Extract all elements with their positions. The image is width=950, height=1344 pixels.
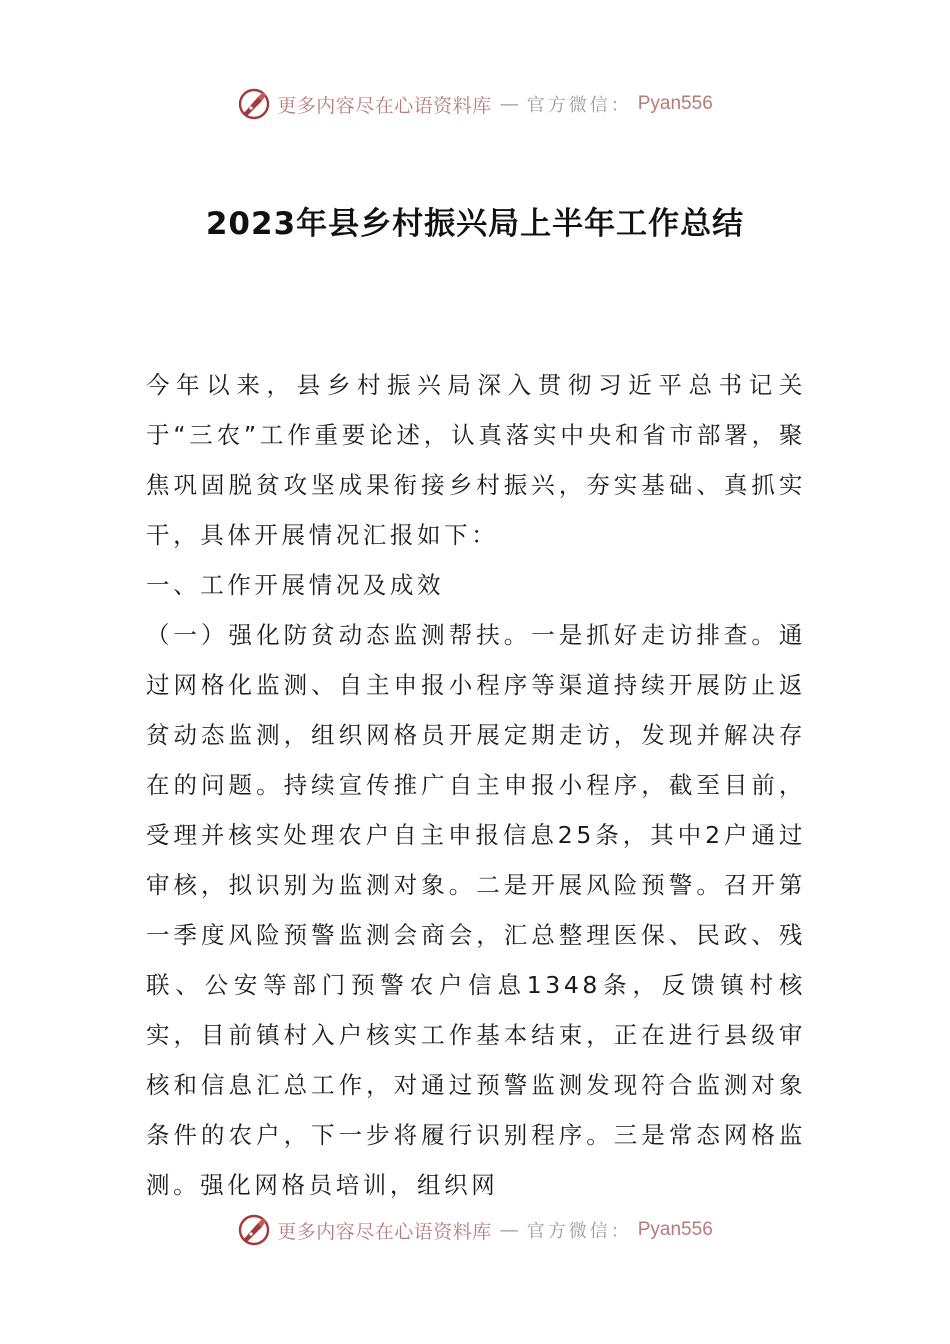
wechat-label: 官方微信： xyxy=(526,1221,632,1242)
paragraph-intro: 今年以来，县乡村振兴局深入贯彻习近平总书记关于“三农”工作重要论述，认真落实中央和省市部署，聚焦巩固脱贫攻坚成果衔接乡村振兴，夯实基础、真抓实干，具体开展情况汇报如下： xyxy=(146,371,806,549)
document-body xyxy=(146,360,806,1210)
watermark-text: 更多内容尽在心语资料库 xyxy=(277,94,492,117)
wechat-label: 官方微信： xyxy=(526,95,632,116)
paragraph-monitoring: （一）强化防贫动态监测帮扶。一是抓好走访排查。通过网格化监测、自主申报小程序等渠道持续开展防止返贫动态监测，组织网格员开展定期走访，发现并解决存在的问题。持续宣传推广自主申报小程序，截至目前，受理并核实处理农户自主申报信息25条，其中2户通过审核，拟识别为监测对象。二是开展风险预警。召开第一季度风险预警监测会商会，汇总整理医保、民政、残联、公安等部门预警农户信息1348条，反馈镇村核实，目前镇村入户核实工作基本结束，正在进行县级审核和信息汇总工作，对通过预警监测发现符合监测对象条件的农户，下一步将履行识别程序。三是常态网格监测。强化网格员培训，组织网 xyxy=(146,621,806,1199)
pen-nib-logo-icon xyxy=(237,87,271,121)
watermark-separator: — xyxy=(499,93,519,115)
wechat-id: Pyan556 xyxy=(637,93,713,114)
watermark-separator: — xyxy=(499,1219,519,1241)
section-heading: 一、工作开展情况及成效 xyxy=(146,571,445,599)
header-watermark-banner xyxy=(0,84,950,124)
footer-watermark-banner xyxy=(0,1210,950,1250)
pen-nib-logo-icon xyxy=(237,1213,271,1247)
watermark-text: 更多内容尽在心语资料库 xyxy=(277,1220,492,1243)
document-title: 2023年县乡村振兴局上半年工作总结 xyxy=(205,206,745,242)
wechat-id: Pyan556 xyxy=(637,1219,713,1240)
